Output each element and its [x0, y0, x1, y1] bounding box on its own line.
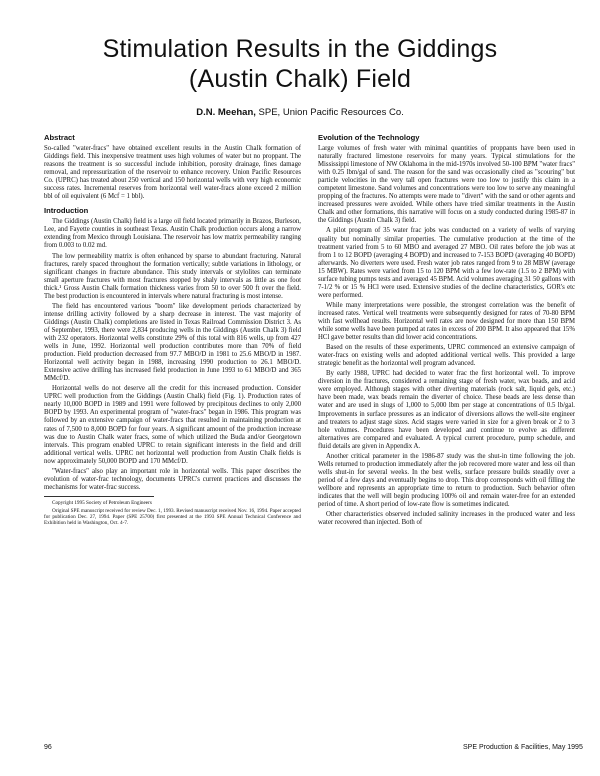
introduction-heading: Introduction	[44, 206, 89, 216]
evolution-paragraph-1: Large volumes of fresh water with minimal quantities of proppants have been used in naturally fractured limestone reservoirs for many years. Typical stimulations for the Mississippi limestone of NW Oklahoma in the mid-1970s involved 50-100 BPM "water fracs" with 0.25 lbm/gal of sand. The reason for the sand was occasionally cited as "scouring" but particle velocities in the very tall open fractures were too low to justify this claim in a competent limestone. Sand volumes and concentrations were too low to serve any meaningful propping of the fractures. No attempts were made to "divert" with the sand or other agents and increased pressures were avoided. While others have tried similar treatments in the Austin Chalk and other formations, this narrative will focus on a study conducted during 1985-87 in the Giddings (Austin Chalk 3) field.	[318, 145, 575, 225]
paper-title-line-1: Stimulation Results in the Giddings	[102, 35, 498, 63]
evolution-paragraph-7: Other characteristics observed included salinity increases in the produced water and less water recovered than injected. Both of	[318, 511, 575, 527]
author-line	[40, 107, 560, 118]
author-name: D.N. Meehan,	[196, 107, 256, 118]
author-affiliation: SPE, Union Pacific Resources Co.	[258, 107, 404, 118]
left-column	[44, 128, 301, 529]
paper-title-line-2: (Austin Chalk) Field	[188, 65, 412, 93]
abstract-text: So-called "water-fracs" have obtained excellent results in the Austin Chalk formation of Giddings field. This inexpensive treatment uses high volumes of water but no proppant. The reasons the treatment is so successful include inhibition, porosity drainage, fines damage removal, and repressurization of the reservoir to enhance recovery. Union Pacific Resources Co. (UPRC) has treated about 250 vertical and 150 horizontal wells with very high economic success rates. Incremental reserves from horizontal well water-fracs alone exceed 2 million bbl of oil equivalent (6 Mcf = 1 bbl).	[44, 145, 301, 201]
page-number: 96	[44, 744, 52, 751]
evolution-paragraph-3: While many interpretations were possible, the strongest correlation was the benefit of increased rates. Vertical well treatments were subsequently designed for rates of 70-80 BPM with fast wellhead results. Horizontal well rates are now designed for more than 150 BPM while some wells have been pumped at rates in excess of 200 BPM. It also appeared that 15% HCl gave better results than did lower acid concentrations.	[318, 301, 575, 342]
right-column	[318, 128, 575, 529]
evolution-paragraph-6: Another critical parameter in the 1986-87 study was the shut-in time following the job. Wells returned to production immediately after the job recovered more water and less oil than wells shut-in for several weeks. In the best wells, surface pressure builds steadily over a period of a few days and eventually begins to drop. This drop corresponds with oil filling the wellbore and represents an appropriate time to return to production. Such behavior often indicates that the well will begin producing 100% oil and remain water-free for an extended period of time. A short period of low-rate flow is sometimes indicated.	[318, 452, 575, 509]
intro-paragraph-2: The low permeability matrix is often enhanced by sparse to abundant fracturing. Natural fractures, rarely spaced throughout the formation vertically; subtle variations in lithology, or significant changes in fracture abundance. This study intervals or stylolites can terminate small aperture fractures with most fractures stopped by shaly intervals as little as one foot thick.¹ Gross Austin Chalk formation thickness varies from 50 to over 500 ft over the field. The best production is encountered in intervals where natural fracturing is most intense.	[44, 252, 301, 300]
intro-paragraph-4: Horizontal wells do not deserve all the credit for this increased production. Consider UPRC well production from the Giddings (Austin Chalk) field (Fig. 1). Production rates of nearly 10,000 BOPD in 1989 and 1991 were followed by precipitous declines to only 2,000 BOPD by 1993. An experimental program of "water-fracs" began in 1986. This program was followed by an extensive campaign of water-fracs that resulted in maintaining production at rates of 7,500 to 8,000 BOPD for four years. A significant amount of the production increase was due to Austin Chalk water fracs, some of which utilized the Buda and/or Georgetown intervals. This program enabled UPRC to retain significant interests in the field and drill additional vertical wells. UPRC net horizontal well production from Austin Chalk fields is now approximately 50,000 BOPD and 170 MMcf/D.	[44, 385, 301, 465]
intro-paragraph-3: The field has encountered various "boom" like development periods characterized by intense drilling activity followed by a sharp decrease in interest. The vast majority of Giddings (Austin Chalk) completions are listed in Texas Railroad Commission District 3. As of September, 1993, there were 2,834 producing wells in the Giddings (Austin Chalk 3) field with 232 operators. Horizontal wells constitute 29% of this total with 816 wells, up from 427 wells in June, 1992. Horizontal well production contributes more than 70% of field production. Field production decreased from 97.7 MBO/D in 1981 to 25.6 MBO/D in 1987. Horizontal well activity began in 1988, increasing 1990 production to 26.1 MBO/D. Extensive active drilling has increased field production in June 1993 to 61 MBO/D and 365 MMcf/D.	[44, 302, 301, 383]
evolution-paragraph-2: A pilot program of 35 water frac jobs was conducted on a variety of wells of varying quality but nominally similar properties. The cumulative production at the time of the treatment varied from 5 to 60 MBO and averaged 27 MBO. Oil rates before the job was at from 1 to 12 BOPD (averaging 4 BOPD) and increased to 7-153 BOPD (averaging 40 BOPD) afterwards. No diverters were used. Fresh water job rates ranged from 9 to 28 MBW (average 15 MBW). Rates were varied from 15 to 120 BPM with a few low-rate (1.5 to 2 BPM) with surface tubing pumps tests and averaged 45 BPM. Acid volumes averaging 31 50 gallons with 7-1/2 % or 15 % HCl were used. Extensive studies of the decline characteristics, GOR's etc were performed.	[318, 227, 575, 299]
intro-paragraph-1: The Giddings (Austin Chalk) field is a large oil field located primarily in Brazos, Burleson, Lee, and Fayette counties in southeast Texas. Austin Chalk production occurs along a narrow extending from Mexico through Louisiana. The reservoir has low matrix permeability ranging from 0.003 to 0.02 md.	[44, 218, 301, 250]
intro-paragraph-5: "Water-fracs" also play an important role in horizontal wells. This paper describes the evolution of water-frac technology, documents UPRC's current practices and discusses the mechanisms for water-frac success.	[44, 467, 301, 491]
copyright-note: Copyright 1995 Society of Petroleum Engineers	[52, 499, 152, 506]
footnote-divider	[44, 496, 154, 497]
evolution-paragraph-5: By early 1988, UPRC had decided to water frac the first horizontal well. To improve diversion in the fractures, considered a remaining stage of fresh water, wax beads, and acid were employed. Although stages with other diverting materials (rock salt, liquid gels, etc.) have been made, wax beads remain the diverter of choice. These beads are less dense than water and are used in slugs of 1,000 to 5,000 lbm per stage at concentrations of 0.5 lb/gal. Improvements in surface pressures as an indicator of diversions allows the well-site engineer and treaters to adjust stage sizes. Acid stages were varied in size for a given break or 2 to 3 hole volumes. Procedures have been developed and continue to evolve as different alternatives are compared and evaluated. A typical current procedure, pump schedule, and fluid details are given in Appendix A.	[318, 370, 575, 450]
evolution-heading: Evolution of the Technology	[318, 133, 420, 142]
evolution-paragraph-4: Based on the results of these experiments, UPRC commenced an extensive campaign of water-fracs on existing wells and adopted additional vertical wells. This provided a large strategic benefit as the horizontal well program advanced.	[318, 344, 575, 368]
abstract-heading: Abstract	[44, 133, 75, 142]
manuscript-note: Original SPE manuscript received for review Dec. 1, 1993. Revised manuscript received Nov. 16, 1994. Paper accepted for publication Dec. 27, 1994. Paper (SPE 25700) first presented at the 1993 SPE Annual Technical Conference and Exhibition held in Washington, Oct. 4-7.	[44, 508, 301, 527]
journal-footer: SPE Production & Facilities, May 1995	[463, 744, 583, 751]
